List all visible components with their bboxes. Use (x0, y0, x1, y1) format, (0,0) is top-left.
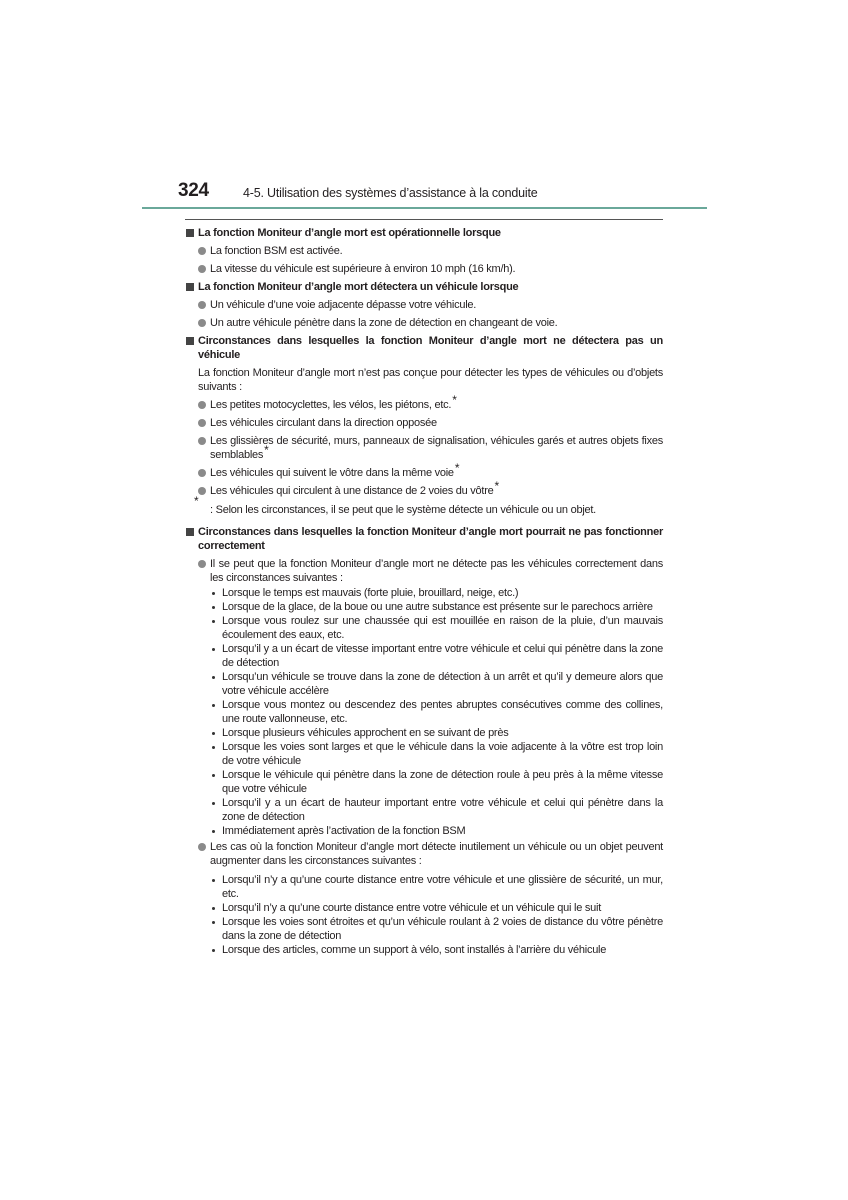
list-item: Un autre véhicule pénètre dans la zone de détection en changeant de voie. (185, 316, 663, 330)
page-header (0, 0, 848, 215)
sub-list-item: Lorsque le temps est mauvais (forte pluie, brouillard, neige, etc.) (185, 586, 663, 600)
content-rule (185, 219, 663, 220)
list-item: Un véhicule d’une voie adjacente dépasse votre véhicule. (185, 298, 663, 312)
sub-list-item: Lorsque vous roulez sur une chaussée qui est mouillée en raison de la pluie, d’un mauvais écoulement des eaux, etc. (185, 614, 663, 642)
list-item: La fonction BSM est activée. (185, 244, 663, 258)
footnote-star: * (454, 461, 460, 475)
section-heading-bsm-malfunction: Circonstances dans lesquelles la fonction Moniteur d’angle mort pourrait ne pas fonctionner correctement (185, 525, 663, 553)
list-item: Les véhicules circulant dans la direction opposée (185, 416, 663, 430)
footnote-star: * (264, 443, 269, 457)
list-item: Les cas où la fonction Moniteur d’angle mort détecte inutilement un véhicule ou un objet peuvent augmenter dans les circonstances suivantes : (185, 840, 663, 868)
sub-list-item: Lorsqu’il n’y a qu’une courte distance entre votre véhicule et une glissière de sécurité, un mur, etc. (185, 873, 663, 901)
sub-list-item: Lorsque les voies sont étroites et qu’un véhicule roulant à 2 voies de distance du vôtre pénètre dans la zone de détection (185, 915, 663, 943)
sub-list-item: Lorsque de la glace, de la boue ou une autre substance est présente sur le parechocs arrière (185, 600, 663, 614)
sub-list-item: Lorsqu’il y a un écart de hauteur important entre votre véhicule et celui qui pénètre dans la zone de détection (185, 796, 663, 824)
footnote-star: * (452, 393, 457, 407)
list-item-text: Les véhicules qui circulent à une distance de 2 voies du vôtre (210, 485, 494, 497)
section-intro: La fonction Moniteur d’angle mort n’est pas conçue pour détecter les types de véhicules ou d’objets suivants : (198, 367, 663, 393)
footnote: * : Selon les circonstances, il se peut que le système détecte un véhicule ou un objet. (194, 494, 596, 516)
sub-list-item: Lorsque des articles, comme un support à vélo, sont installés à l’arrière du véhicule (185, 943, 663, 957)
sub-list-item: Lorsque le véhicule qui pénètre dans la zone de détection roule à peu près à la même vitesse que votre véhicule (185, 768, 663, 796)
list-item-text: Les véhicules qui suivent le vôtre dans la même voie (210, 467, 454, 479)
list-item (185, 479, 663, 498)
sub-list-item: Immédiatement après l’activation de la fonction BSM (185, 824, 663, 838)
list-item: Il se peut que la fonction Moniteur d’angle mort ne détecte pas les véhicules correctement dans les circonstances suivantes : (185, 557, 663, 585)
page-number: 324 (178, 180, 209, 201)
list-item (185, 461, 663, 480)
list-item-text: Les glissières de sécurité, murs, panneaux de signalisation, véhicules garés et autres objets fixes semblables (210, 435, 663, 461)
header-rule (142, 207, 707, 209)
list-item (185, 393, 663, 412)
page-content (185, 226, 663, 957)
chapter-title: 4-5. Utilisation des systèmes d’assistance à la conduite (243, 186, 538, 200)
sub-list (185, 873, 663, 957)
section-heading-bsm-not-detect: Circonstances dans lesquelles la fonction Moniteur d’angle mort ne détectera pas un véhicule (185, 334, 663, 362)
footnote-text: : Selon les circonstances, il se peut que le système détecte un véhicule ou un objet. (210, 504, 596, 516)
sub-list-item: Lorsque plusieurs véhicules approchent en se suivant de près (185, 726, 663, 740)
list-item (185, 434, 663, 462)
section-heading-bsm-operational: La fonction Moniteur d’angle mort est opérationnelle lorsque (185, 226, 663, 240)
sub-list-item: Lorsqu’il n’y a qu’une courte distance entre votre véhicule et un véhicule qui le suit (185, 901, 663, 915)
footnote-star: * (494, 479, 499, 493)
sub-list-item: Lorsque vous montez ou descendez des pentes abruptes consécutives comme des collines, une route vallonneuse, etc. (185, 698, 663, 726)
sub-list (185, 586, 663, 838)
sub-list-item: Lorsqu’il y a un écart de vitesse important entre votre véhicule et celui qui pénètre dans la zone de détection (185, 642, 663, 670)
list-item-text: Les petites motocyclettes, les vélos, les piétons, etc. (210, 399, 452, 411)
sub-list-item: Lorsque les voies sont larges et que le véhicule dans la voie adjacente à la vôtre est trop loin de votre véhicule (185, 740, 663, 768)
list-item: La vitesse du véhicule est supérieure à environ 10 mph (16 km/h). (185, 262, 663, 276)
sub-list-item: Lorsqu’un véhicule se trouve dans la zone de détection à un arrêt et qu’il y demeure alors que votre véhicule accélère (185, 670, 663, 698)
section-heading-bsm-detects: La fonction Moniteur d’angle mort détectera un véhicule lorsque (185, 280, 663, 294)
